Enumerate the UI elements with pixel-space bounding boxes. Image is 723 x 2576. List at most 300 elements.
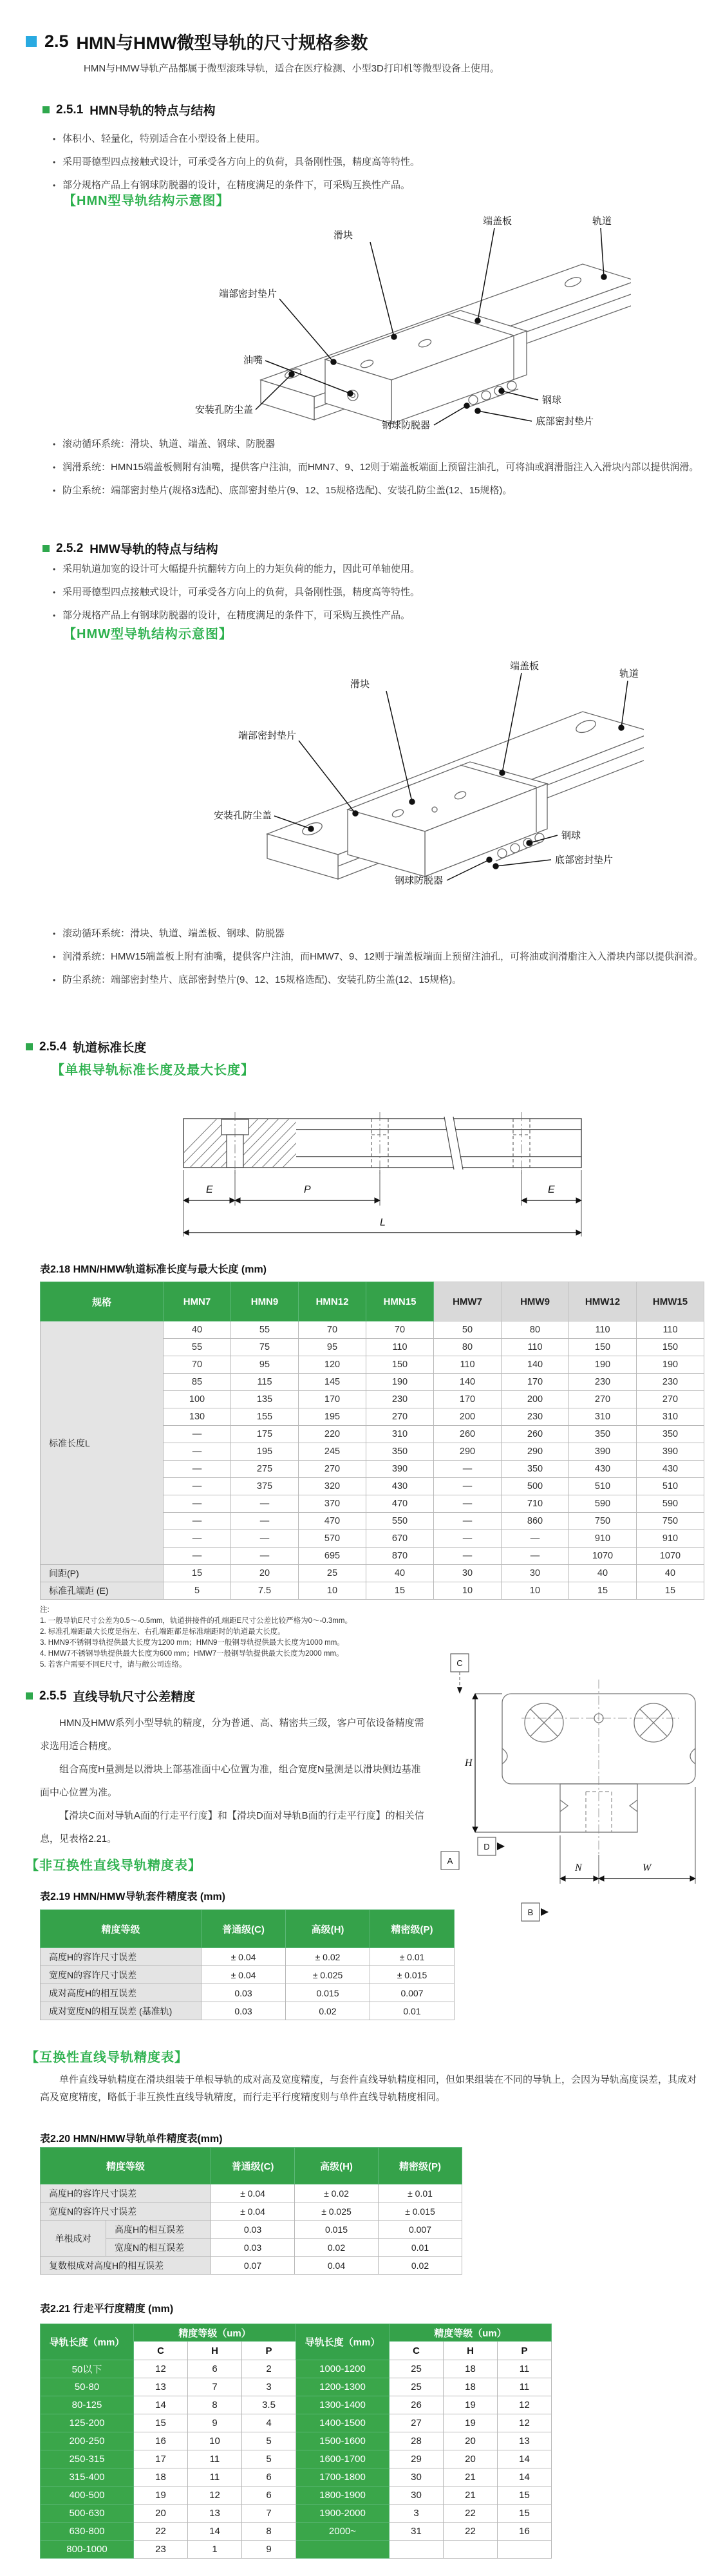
row-label: 2000~ [296,2523,390,2541]
column-header: HMW12 [569,1282,637,1321]
table-cell: 275 [231,1461,299,1478]
row-label: 50-80 [41,2378,134,2396]
table-cell: 20 [231,1565,299,1582]
table-cell: 470 [366,1495,434,1513]
note-line: 3. HMN9不锈钢导轨提供最大长度为1200 mm；HMN9一般钢导轨提供最大长度为1000 mm。 [40,1639,344,1647]
table-cell: 910 [569,1530,637,1548]
table-cell: 18 [134,2468,188,2486]
table-cell: — [164,1443,231,1461]
table-cell: 23 [134,2541,188,2559]
table-cell: 55 [231,1321,299,1339]
paragraph-text: HMN及HMW系列小型导轨的精度，分为普通、高、精密共三级，客户可依设备精度需求选用适合精度。 [40,1718,424,1752]
table-cell: 270 [569,1391,637,1408]
table-cell: 320 [299,1478,366,1495]
table-cell: 80 [434,1339,502,1356]
table-cell: 375 [231,1478,299,1495]
table-cell: 15 [366,1582,434,1600]
cross-section-diagram [425,1649,721,1932]
table-cell: 14 [498,2450,552,2468]
table-cell: 3 [242,2378,296,2396]
table-cell: 30 [390,2468,444,2486]
table-cell: 4 [242,2414,296,2432]
row-label: 1200-1300 [296,2378,390,2396]
dim-label-p: P [304,1184,311,1195]
table-cell: 5 [164,1582,231,1600]
table-cell: 390 [569,1443,637,1461]
table-cell: 0.03 [202,2002,286,2020]
table-cell: 14 [498,2468,552,2486]
bullet-item: • 采用轨道加宽的设计可大幅提升抗翻转方向上的力矩负荷的能力，因此可单轴使用。 [53,558,703,581]
column-header: 规格 [41,1282,164,1321]
row-label: 标准孔端距 (E) [41,1582,164,1600]
table-cell: 15 [164,1565,231,1582]
table-cell: 22 [444,2505,498,2523]
table-cell: 6 [242,2486,296,2505]
table-cell: 0.015 [286,1984,370,2002]
table-cell: 290 [434,1443,502,1461]
section-number: 2.5.5 [39,1689,67,1703]
table-cell: 570 [299,1530,366,1548]
header-row [41,2324,552,2342]
table-row [41,2378,552,2396]
table-cell: 175 [231,1426,299,1443]
row-label: 高度H的容许尺寸误差 [41,1948,202,1966]
row-label: 50以下 [41,2360,134,2378]
table-row [41,2468,552,2486]
table-cell: 10 [502,1582,569,1600]
table-cell: 430 [569,1461,637,1478]
table-cell: 190 [569,1356,637,1374]
table-row [41,1321,704,1339]
section-heading-2-5-5 [26,1687,195,1705]
table-cell: 350 [637,1426,704,1443]
table-cell: ± 0.015 [370,1966,455,1984]
table-cell: ± 0.025 [295,2202,379,2221]
dim-label-l: L [380,1217,386,1228]
table-cell: ± 0.04 [202,1966,286,1984]
label-bottom-seal: 底部密封垫片 [555,855,614,866]
table-cell: 14 [134,2396,188,2414]
table-cell: 750 [569,1513,637,1530]
paragraph-text: 组合高度H量测是以滑块上部基准面中心位置为准，组合宽度N量测是以滑块侧边基准面中心位置为准。 [40,1764,421,1798]
table-cell: ± 0.04 [211,2202,295,2221]
table-cell [444,2541,498,2559]
label-rail: 轨道 [619,668,639,679]
table-cell: 7 [242,2505,296,2523]
header-row [41,2148,462,2184]
table-cell: 510 [569,1478,637,1495]
diagram-header-hmn: 【HMN型导轨结构示意图】 [63,194,230,208]
table-row [41,2221,462,2239]
label-grease-nipple: 油嘴 [243,355,263,366]
table-cell: 85 [164,1374,231,1391]
row-label: 间距(P) [41,1565,164,1582]
table-2-20 [40,2147,462,2275]
table-cell: 140 [434,1374,502,1391]
table-cell: 27 [390,2414,444,2432]
table-cell: 5 [242,2450,296,2468]
table-cell: 15 [498,2486,552,2505]
table-cell: — [164,1461,231,1478]
note-line: 1. 一般导轨E尺寸公差为0.5～-0.5mm，轨道拼接件的孔端距E尺寸公差比较严格为0～-0.3mm。 [40,1617,352,1625]
section-heading-2-5-4 [26,1038,146,1056]
column-header: 精度等级（um） [134,2324,296,2342]
column-subheader: H [188,2342,242,2360]
table-cell: 390 [637,1443,704,1461]
table-row [41,2396,552,2414]
table-cell: 22 [444,2523,498,2541]
section-number: 2.5 [44,32,69,51]
dim-label-e-right: E [548,1184,555,1195]
table-row [41,1582,704,1600]
row-label: 800-1000 [41,2541,134,2559]
bullet-item: • 防尘系统：端部密封垫片、底部密封垫片(9、12、15规格选配)、安装孔防尘盖(12、15规格)。 [53,969,706,992]
table-cell: 145 [299,1374,366,1391]
table-cell: 470 [299,1513,366,1530]
table-row [41,2414,552,2432]
note-line: 4. HMW7不锈钢导轨提供最大长度为600 mm；HMW7一般钢导轨提供最大长度为2000 mm。 [40,1650,344,1658]
table-cell: 18 [444,2378,498,2396]
label-slider: 滑块 [333,230,353,241]
table-cell: 9 [188,2414,242,2432]
table-cell: — [231,1530,299,1548]
bullet-item: • 部分规格产品上有钢球防脱器的设计，在精度满足的条件下，可采购互换性产品。 [53,604,703,627]
table-cell: 0.007 [370,1984,455,2002]
table-row [41,2184,462,2202]
table-cell: 390 [366,1461,434,1478]
table-cell: 710 [502,1495,569,1513]
table-cell: 110 [569,1321,637,1339]
table-cell: 30 [502,1565,569,1582]
column-header: 精度等级 [41,1910,202,1948]
dim-label-n: N [575,1862,582,1873]
header-row [41,1282,704,1321]
table-cell: 15 [569,1582,637,1600]
table-cell: 130 [164,1408,231,1426]
table-cell: — [434,1478,502,1495]
label-steel-ball: 钢球 [542,395,562,406]
table-cell: 15 [134,2414,188,2432]
section-heading-2-5-2 [42,540,218,557]
table-cell: 290 [502,1443,569,1461]
table-cell: — [434,1461,502,1478]
table-cell: 590 [569,1495,637,1513]
bullet-item: • 防尘系统：端部密封垫片(规格3选配)、底部密封垫片(9、12、15规格选配)、安装孔防尘盖(12、15规格)。 [53,479,706,502]
table-cell: 11 [188,2468,242,2486]
table-cell: 25 [390,2378,444,2396]
table-cell: — [231,1548,299,1565]
section-title: 轨道标准长度 [73,1041,147,1055]
table-cell: 115 [231,1374,299,1391]
table-cell: 11 [498,2378,552,2396]
bullet-item: • 采用哥德型四点接触式设计，可承受各方向上的负荷，具备刚性强，精度高等特性。 [53,581,703,604]
table-cell: 260 [434,1426,502,1443]
interchangeable-header: 【互换性直线导轨精度表】 [26,2050,188,2065]
hmw-structure-diagram [109,641,644,892]
system-list-hmn [53,433,706,502]
dim-label-e-left: E [206,1184,213,1195]
label-slider: 滑块 [350,679,370,690]
column-subheader: P [242,2342,296,2360]
row-label: 复数根成对高度H的相互误差 [41,2257,211,2275]
column-subheader: C [390,2342,444,2360]
blue-square-marker-icon [26,36,37,47]
table-cell: 70 [299,1321,366,1339]
table-cell: 10 [188,2432,242,2450]
table-cell: 3.5 [242,2396,296,2414]
table-cell: 230 [502,1408,569,1426]
feature-list-hmw [53,558,703,627]
bullet-item: • 润滑系统：HMN15端盖板侧附有油嘴，提供客户注油，而HMN7、9、12则于端盖板端面上预留注油孔，可将油或润滑脂注入入滑块内部以提供润滑。 [53,456,706,479]
label-rail: 轨道 [592,216,612,227]
table-cell: 370 [299,1495,366,1513]
table-cell: 31 [390,2523,444,2541]
table-cell: 2 [242,2360,296,2378]
table-cell: 110 [366,1339,434,1356]
table-cell: 350 [502,1461,569,1478]
table-cell: 170 [299,1391,366,1408]
notes-title: 注: [40,1606,50,1614]
label-end-seal: 端部密封垫片 [238,730,296,741]
table-cell: 1070 [637,1548,704,1565]
column-header: 导轨长度（mm） [41,2324,134,2360]
column-header: 高级(H) [295,2148,379,2184]
table-cell: 270 [637,1391,704,1408]
table-cell: 190 [637,1356,704,1374]
table-cell: 870 [366,1548,434,1565]
table-cell: 20 [444,2450,498,2468]
column-header: 高级(H) [286,1910,370,1948]
section-number: 2.5.1 [56,102,84,117]
table-cell: ± 0.02 [295,2184,379,2202]
green-square-marker-icon [26,1692,33,1700]
table-cell: 310 [637,1408,704,1426]
table-row [41,2486,552,2505]
table-row [41,2541,552,2559]
table-2-19-title: 表2.19 HMN/HMW导轨套件精度表 (mm) [40,1891,226,1902]
table-cell: 170 [434,1391,502,1408]
diagram-header-rail-length: 【单根导轨标准长度及最大长度】 [52,1063,254,1077]
table-cell: 230 [366,1391,434,1408]
table-cell: — [502,1530,569,1548]
table-cell: — [164,1530,231,1548]
table-cell: 95 [231,1356,299,1374]
table-cell: 28 [390,2432,444,2450]
label-hole-cover: 安装孔防尘盖 [194,404,253,415]
table-row [41,2432,552,2450]
bullet-item: • 部分规格产品上有钢球防脱器的设计，在精度满足的条件下，可采购互换性产品。 [53,174,703,197]
table-cell: — [164,1513,231,1530]
table-cell: 21 [444,2468,498,2486]
table-cell: 120 [299,1356,366,1374]
table-cell: 13 [134,2378,188,2396]
table-cell: 0.007 [379,2221,462,2239]
table-cell: 110 [637,1321,704,1339]
datum-label-a: A [447,1856,453,1866]
table-cell: 0.015 [295,2221,379,2239]
table-cell: 12 [188,2486,242,2505]
table-cell: 6 [242,2468,296,2486]
table-cell: 40 [164,1321,231,1339]
table-cell: 16 [134,2432,188,2450]
table-cell: 150 [637,1339,704,1356]
table-2-18 [40,1282,704,1600]
label-steel-ball: 钢球 [561,830,581,841]
column-header: 普通级(C) [211,2148,295,2184]
system-list-hmw [53,922,706,992]
table-cell: 500 [502,1478,569,1495]
table-cell: 140 [502,1356,569,1374]
table-cell: 7 [188,2378,242,2396]
dim-label-h: H [465,1757,473,1768]
table-cell: ± 0.015 [379,2202,462,2221]
table-cell: 270 [366,1408,434,1426]
row-label: 1500-1600 [296,2432,390,2450]
bullet-item: • 润滑系统：HMW15端盖板上附有油嘴，提供客户注油，而HMW7、9、12则于端盖板端面上预留注油孔，可将油或润滑脂注入入滑块内部以提供润滑。 [53,945,706,969]
row-label: 标准长度L [41,1321,164,1565]
row-label: 宽度N的容许尺寸误差 [41,2202,211,2221]
table-cell: 750 [637,1513,704,1530]
table-cell: 40 [366,1565,434,1582]
table-cell: 19 [444,2414,498,2432]
table-cell: 695 [299,1548,366,1565]
table-cell: 3 [390,2505,444,2523]
row-label: 630-800 [41,2523,134,2541]
table-cell: 0.03 [202,1984,286,2002]
table-cell: 150 [569,1339,637,1356]
table-cell: 10 [299,1582,366,1600]
table-cell: — [231,1495,299,1513]
table-cell: 0.02 [295,2239,379,2257]
column-header: HMW7 [434,1282,502,1321]
table-cell: — [164,1478,231,1495]
table-row [41,2505,552,2523]
table-cell: 70 [366,1321,434,1339]
table-row [41,2257,462,2275]
column-header: HMN9 [231,1282,299,1321]
note-line: 2. 标准孔端距最大长度是指左、右孔端距都是标准端距时的轨道最大长度。 [40,1628,285,1636]
table-cell: 11 [498,2360,552,2378]
table-cell: ± 0.04 [202,1948,286,1966]
table-cell: 200 [502,1391,569,1408]
table-cell: 190 [366,1374,434,1391]
row-label: 1000-1200 [296,2360,390,2378]
table-cell: 8 [188,2396,242,2414]
table-2-18-title: 表2.18 HMN/HMW轨道标准长度与最大长度 (mm) [40,1264,267,1275]
table-cell: 550 [366,1513,434,1530]
table-cell: 200 [434,1408,502,1426]
table-cell: 230 [569,1374,637,1391]
table-row [41,1984,455,2002]
row-label: 成对高度H的相互误差 [41,1984,202,2002]
column-header: 精密级(P) [379,2148,462,2184]
rail-length-diagram [0,1109,723,1247]
table-cell: 17 [134,2450,188,2468]
table-cell: 135 [231,1391,299,1408]
table-cell: 22 [134,2523,188,2541]
table-cell: 350 [366,1443,434,1461]
table-cell: 0.01 [379,2239,462,2257]
row-label: 80-125 [41,2396,134,2414]
table-cell: 5 [242,2432,296,2450]
table-row [41,1966,455,1984]
table-row [41,2360,552,2378]
column-header: 导轨长度（mm） [296,2324,390,2360]
column-header: 普通级(C) [202,1910,286,1948]
row-label: 成对宽度N的相互误差 (基准轨) [41,2002,202,2020]
section-title: HMN与HMW微型导轨的尺寸规格参数 [76,33,368,53]
bullet-item: • 体积小、轻量化，特别适合在小型设备上使用。 [53,128,703,151]
table-cell: — [434,1548,502,1565]
bullet-item: • 滚动循环系统：滑块、轨道、端盖、钢球、防脱器 [53,433,706,456]
table-2-19 [40,1909,455,2020]
label-end-cap: 端盖板 [483,216,512,227]
table-cell: 910 [637,1530,704,1548]
table-cell: 510 [637,1478,704,1495]
table-cell: 0.07 [211,2257,295,2275]
table-cell: 0.02 [286,2002,370,2020]
feature-list-hmn [53,128,703,197]
label-end-seal: 端部密封垫片 [218,289,277,299]
table-cell: 11 [188,2450,242,2468]
row-label: 1900-2000 [296,2505,390,2523]
row-label: 1800-1900 [296,2486,390,2505]
table-cell: 12 [498,2396,552,2414]
row-label: 宽度N的容许尺寸误差 [41,1966,202,1984]
section-heading-2-5-1 [42,101,216,118]
row-label: 500-630 [41,2505,134,2523]
table-cell [390,2541,444,2559]
hmn-structure-diagram [97,205,631,430]
table-cell: 25 [299,1565,366,1582]
table-cell: 21 [444,2486,498,2505]
table-cell: 220 [299,1426,366,1443]
row-label: 400-500 [41,2486,134,2505]
datum-label-d: D [484,1842,490,1852]
table-cell: 18 [444,2360,498,2378]
row-label [296,2541,390,2559]
column-header: HMW9 [502,1282,569,1321]
table-cell [498,2541,552,2559]
table-cell: ± 0.01 [379,2184,462,2202]
table-cell: 14 [188,2523,242,2541]
table-cell: 13 [498,2432,552,2450]
row-label: 1300-1400 [296,2396,390,2414]
column-subheader: H [444,2342,498,2360]
table-cell: 1070 [569,1548,637,1565]
label-ball-retainer: 钢球防脱器 [394,875,443,886]
green-square-marker-icon [26,1043,33,1050]
table-cell: 80 [502,1321,569,1339]
column-header: HMN15 [366,1282,434,1321]
column-header: 精密级(P) [370,1910,455,1948]
table-cell: 50 [434,1321,502,1339]
interchangeable-paragraph [40,2071,703,2106]
section-title: 直线导轨尺寸公差精度 [73,1690,196,1704]
table-cell: 15 [498,2505,552,2523]
table-cell: 12 [134,2360,188,2378]
table-row [41,2202,462,2221]
table-cell: 110 [502,1339,569,1356]
section-title: HMW导轨的特点与结构 [89,543,218,556]
table-cell: 25 [390,2360,444,2378]
table-cell: 195 [231,1443,299,1461]
row-group-label: 单根成对 [41,2221,106,2257]
row-label: 1600-1700 [296,2450,390,2468]
table-cell: 430 [366,1478,434,1495]
non-interchangeable-header: 【非互换性直线导轨精度表】 [26,1859,202,1873]
table-cell: 26 [390,2396,444,2414]
